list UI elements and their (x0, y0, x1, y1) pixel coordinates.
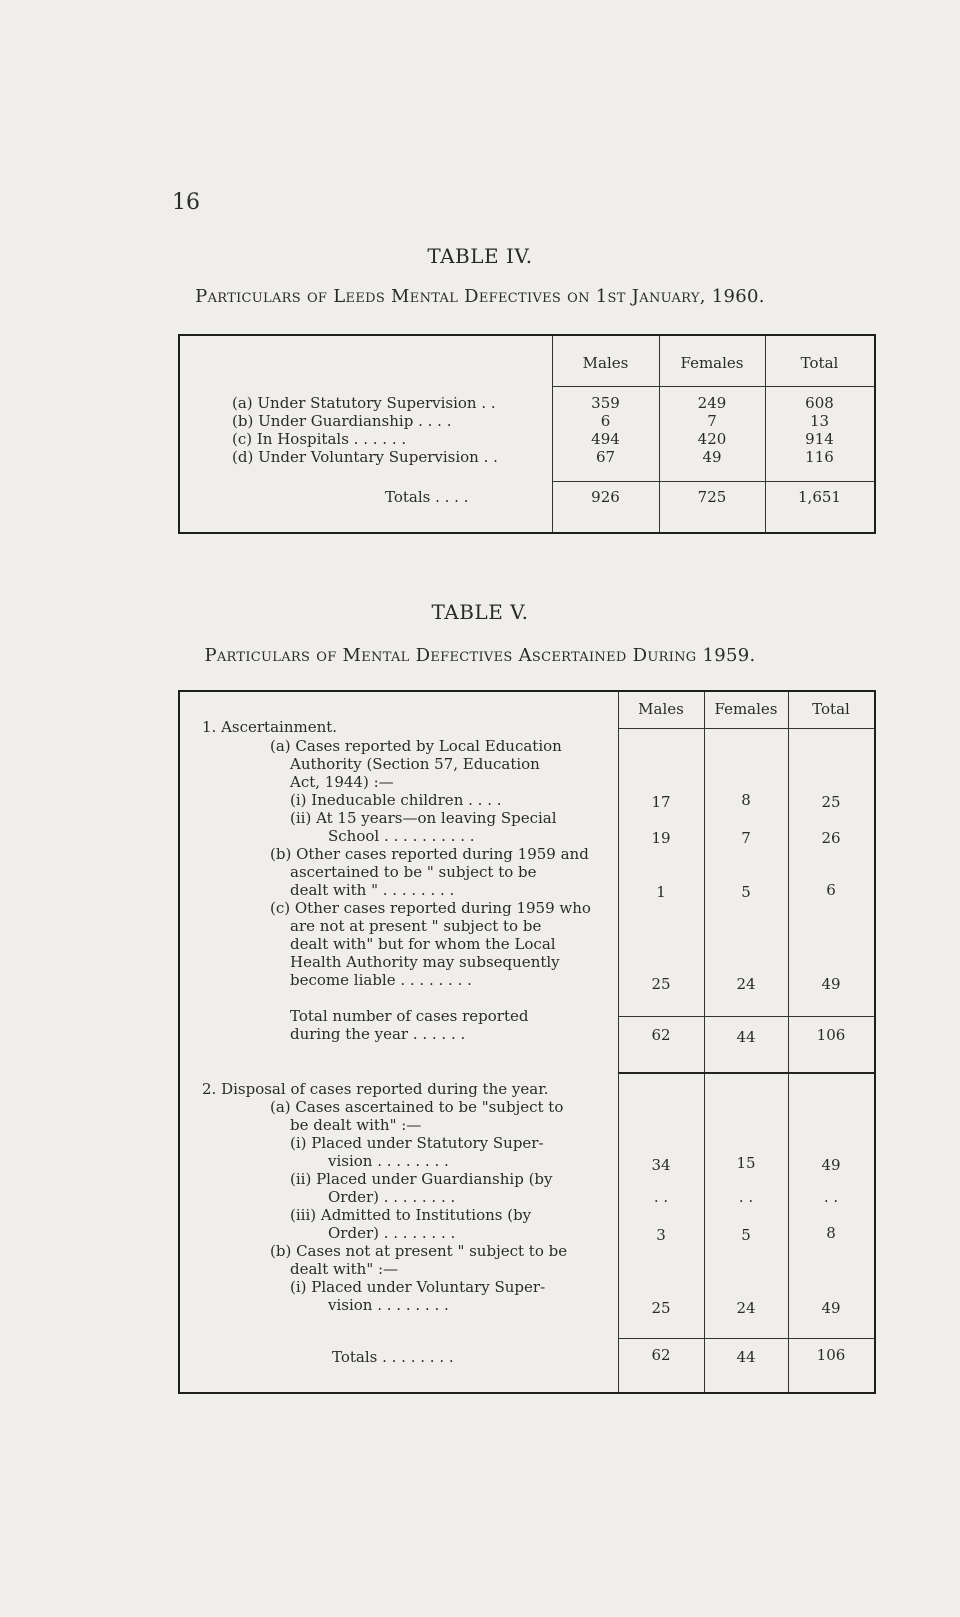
section2-a-line: be dealt with" :— (290, 1116, 422, 1134)
section1-c-line: (c) Other cases reported during 1959 who (270, 899, 591, 917)
table5-cell: 25 (651, 975, 671, 993)
table4-cell: 914 (805, 430, 834, 448)
table5-cell: 25 (651, 1299, 671, 1317)
table5-total-cell: 62 (651, 1346, 671, 1364)
section2-heading: 2. Disposal of cases reported during the year. (202, 1080, 549, 1098)
section2-b-line: dealt with" :— (290, 1260, 399, 1278)
table5-cell: 8 (741, 791, 751, 809)
table5 (178, 690, 876, 1394)
section2-aii-line: (ii) Placed under Guardianship (by (290, 1170, 553, 1188)
table4-total-cell: 1,651 (798, 488, 841, 506)
table5-cell: . . (653, 1188, 669, 1206)
table5-total-cell: 106 (816, 1346, 846, 1364)
section1-a-line: Act, 1944) :— (290, 773, 394, 791)
table4-cell: 420 (697, 430, 727, 448)
section2-b-line: (b) Cases not at present " subject to be (270, 1242, 568, 1260)
table4-cell: 7 (707, 412, 717, 430)
table5-total-cell: 62 (651, 1026, 671, 1044)
table4-cell: 13 (809, 412, 830, 430)
section2-aiii-line: (iii) Admitted to Institutions (by (290, 1206, 532, 1224)
table4-total-cell: 725 (697, 488, 727, 506)
table4-cell: 494 (591, 430, 620, 448)
section1-aii-line: School . . . . . . . . . . (328, 827, 475, 845)
section1-c-line: Health Authority may subsequently (290, 953, 560, 971)
table4-header-total: Total (800, 354, 839, 372)
table5-cell: 24 (736, 1299, 756, 1317)
table5-cell: 5 (741, 1226, 751, 1244)
table4-cell: 249 (697, 394, 727, 412)
table4-cell: 6 (600, 412, 611, 430)
section1-b-line: (b) Other cases reported during 1959 and (270, 845, 589, 863)
table5-title: TABLE V. (431, 600, 529, 624)
table4-header-females: Females (680, 354, 744, 372)
section1-b-line: ascertained to be " subject to be (290, 863, 537, 881)
page-number: 16 (172, 190, 200, 215)
section2-a-line: (a) Cases ascertained to be "subject to (270, 1098, 564, 1116)
section1-c-line: become liable . . . . . . . . (290, 971, 472, 989)
table5-header-total: Total (812, 700, 850, 718)
section2-aiii-line: Order) . . . . . . . . (328, 1224, 456, 1242)
table4 (178, 334, 876, 534)
table4-cell: 608 (805, 394, 834, 412)
table4-cell: 359 (591, 394, 620, 412)
table5-header-males: Males (638, 700, 684, 718)
table5-cell: 49 (821, 1156, 841, 1174)
section1-aii-line: (ii) At 15 years—on leaving Special (290, 809, 557, 827)
table5-header-females: Females (714, 700, 778, 718)
table4-title: TABLE IV. (427, 244, 533, 268)
table4-totals-label: Totals . . . . (385, 488, 469, 506)
section2-ai-line: (i) Placed under Statutory Super- (290, 1134, 544, 1152)
table5-cell: 49 (821, 975, 841, 993)
table5-cell: 25 (821, 793, 841, 811)
table4-cell: 116 (805, 448, 834, 466)
section2-totals-label: Totals . . . . . . . . (332, 1348, 454, 1366)
section2-ai-line: vision . . . . . . . . (328, 1152, 449, 1170)
table5-cell: 34 (651, 1156, 671, 1174)
table5-total-cell: 44 (736, 1028, 756, 1046)
table5-cell: 24 (736, 975, 756, 993)
section1-c-line: dealt with" but for whom the Local (290, 935, 556, 953)
table5-subtitle: Particulars of Mental Defectives Ascertained During 1959. (204, 645, 756, 666)
table5-cell: 1 (656, 883, 666, 901)
table5-cell: 17 (651, 793, 671, 811)
section1-total-line: during the year . . . . . . (290, 1025, 466, 1043)
table5-cell: 3 (656, 1226, 666, 1244)
table4-total-cell: 926 (591, 488, 620, 506)
section1-c-line: are not at present " subject to be (290, 917, 542, 935)
section1-total-line: Total number of cases reported (290, 1007, 529, 1025)
table5-total-cell: 106 (816, 1026, 846, 1044)
table5-cell: 7 (741, 829, 751, 847)
table4-row-label: (c) In Hospitals . . . . . . (232, 430, 407, 448)
table5-cell: 8 (826, 1224, 836, 1242)
table5-cell: 26 (821, 829, 841, 847)
table5-cell: . . (738, 1188, 754, 1206)
section1-b-line: dealt with " . . . . . . . . (290, 881, 455, 899)
table5-cell: 6 (826, 881, 836, 899)
table5-cell: . . (823, 1188, 839, 1206)
table4-header-males: Males (582, 354, 629, 372)
table4-subtitle: Particulars of Leeds Mental Defectives on 1st January, 1960. (195, 286, 765, 307)
table5-cell: 49 (821, 1299, 841, 1317)
section1-a-line: (a) Cases reported by Local Education (270, 737, 562, 755)
table5-cell: 19 (651, 829, 671, 847)
section1-ai-line: (i) Ineducable children . . . . (290, 791, 502, 809)
table4-row-label: (b) Under Guardianship . . . . (232, 412, 452, 430)
table4-cell: 67 (595, 448, 616, 466)
section2-bi-line: (i) Placed under Voluntary Super- (290, 1278, 546, 1296)
table4-row-label: (d) Under Voluntary Supervision . . (232, 448, 498, 466)
table5-cell: 15 (736, 1154, 756, 1172)
section1-heading: 1. Ascertainment. (202, 718, 338, 736)
section2-aii-line: Order) . . . . . . . . (328, 1188, 456, 1206)
section2-bi-line: vision . . . . . . . . (328, 1296, 449, 1314)
table4-row-label: (a) Under Statutory Supervision . . (232, 394, 496, 412)
section1-a-line: Authority (Section 57, Education (290, 755, 540, 773)
table4-cell: 49 (702, 448, 722, 466)
table5-total-cell: 44 (736, 1348, 756, 1366)
table5-cell: 5 (741, 883, 751, 901)
